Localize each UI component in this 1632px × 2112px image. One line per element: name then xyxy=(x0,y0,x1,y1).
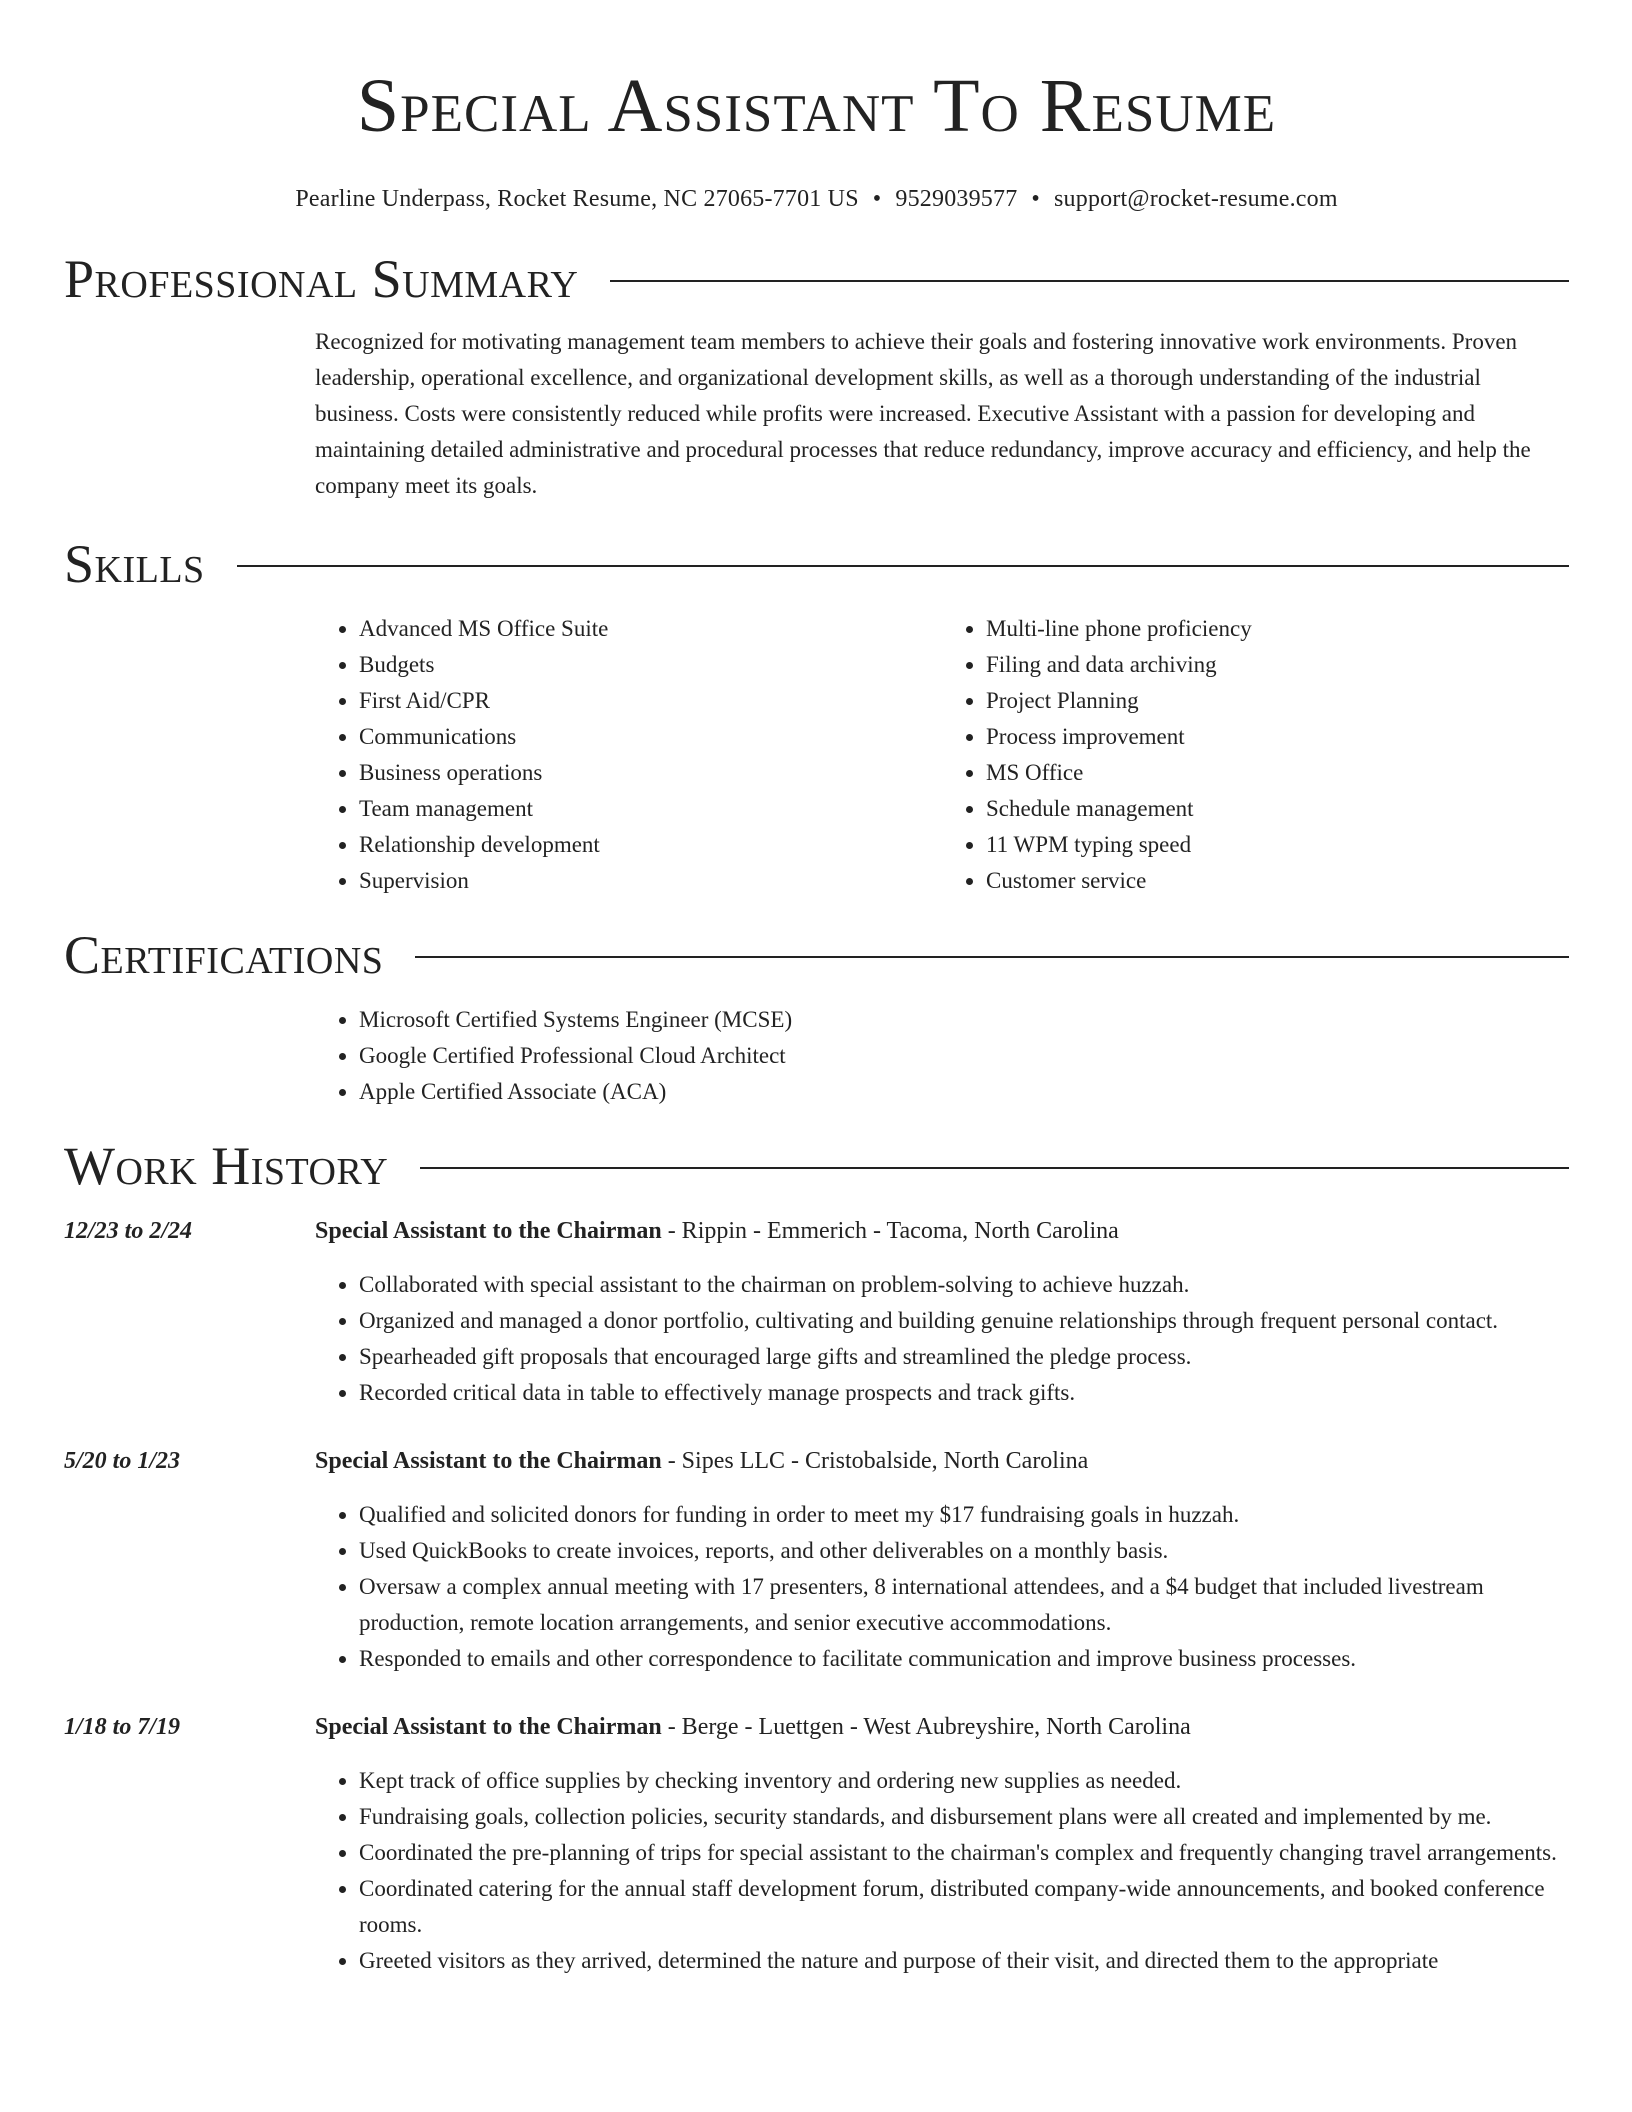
skill-item: • First Aid/CPR xyxy=(359,683,942,719)
summary-section xyxy=(315,324,1569,504)
certifications-list xyxy=(315,1002,1569,1110)
skill-item: • 11 WPM typing speed xyxy=(986,827,1569,863)
certifications-heading: Certifications xyxy=(64,925,384,985)
resume-title: Special Assistant To Resume xyxy=(356,64,1277,148)
job-dates: 1/18 to 7/19 xyxy=(64,1714,181,1740)
summary-section-header xyxy=(64,247,1569,311)
skill-item: • Schedule management xyxy=(986,791,1569,827)
work-history-section-header xyxy=(64,1134,1569,1198)
resume-page xyxy=(64,0,1569,1979)
skill-item: • Communications xyxy=(359,719,942,755)
section-divider xyxy=(415,956,1569,958)
job-entry xyxy=(64,1709,1569,1979)
contact-email: support@rocket-resume.com xyxy=(1054,186,1338,212)
job-entry xyxy=(64,1443,1569,1677)
job-header xyxy=(315,1213,1569,1249)
job-employer: - Rippin - Emmerich - Tacoma, North Carolina xyxy=(661,1218,1119,1244)
job-bullets xyxy=(315,1267,1569,1411)
certifications-section-header xyxy=(64,923,1569,987)
job-dates: 12/23 to 2/24 xyxy=(64,1218,193,1244)
contact-separator: • xyxy=(872,186,882,212)
work-history-heading: Work History xyxy=(64,1136,389,1196)
job-bullet: • Recorded critical data in table to effectively manage prospects and track gifts. xyxy=(359,1375,1569,1411)
job-bullet: • Organized and managed a donor portfolio, cultivating and building genuine relationships through frequent personal contact. xyxy=(359,1303,1569,1339)
section-divider xyxy=(610,280,1569,282)
job-bullet: • Oversaw a complex annual meeting with 17 presenters, 8 international attendees, and a $4 budget that included livestream production, remote location arrangements, and senior executive accommodations. xyxy=(359,1569,1569,1641)
skill-item: • Project Planning xyxy=(986,683,1569,719)
summary-heading: Professional Summary xyxy=(64,249,579,309)
skill-item: • Supervision xyxy=(359,863,942,899)
skills-list xyxy=(315,611,1569,899)
skill-item: • Budgets xyxy=(359,647,942,683)
job-entry xyxy=(64,1213,1569,1411)
job-bullet: • Spearheaded gift proposals that encouraged large gifts and streamlined the pledge process. xyxy=(359,1339,1569,1375)
job-bullet: • Greeted visitors as they arrived, determined the nature and purpose of their visit, and directed them to the appropriate xyxy=(359,1943,1569,1979)
job-employer: - Sipes LLC - Cristobalside, North Carolina xyxy=(661,1448,1089,1474)
skills-column-right xyxy=(942,611,1569,899)
skills-column-left xyxy=(315,611,942,899)
section-divider xyxy=(237,565,1569,567)
summary-text: Recognized for motivating management team members to achieve their goals and fostering innovative work environments. Proven leadership, operational excellence, and organizational development skills, as well as a thorough understanding of the industrial business. Costs were consistently reduced while profits were increased. Executive Assistant with a passion for developing and maintaining detailed administrative and procedural processes that reduce redundancy, improve accuracy and efficiency, and help the company meet its goals. xyxy=(315,329,1531,498)
job-header xyxy=(315,1709,1569,1745)
job-bullet: • Collaborated with special assistant to the chairman on problem-solving to achieve huzzah. xyxy=(359,1267,1569,1303)
skill-item: • Process improvement xyxy=(986,719,1569,755)
job-bullet: • Fundraising goals, collection policies, security standards, and disbursement plans were all created and implemented by me. xyxy=(359,1799,1569,1835)
skill-item: • Advanced MS Office Suite xyxy=(359,611,942,647)
contact-line xyxy=(64,184,1569,214)
job-bullets xyxy=(315,1497,1569,1677)
skills-heading: Skills xyxy=(64,534,205,594)
job-employer: - Berge - Luettgen - West Aubreyshire, North Carolina xyxy=(661,1714,1191,1740)
contact-separator: • xyxy=(1031,186,1040,212)
skill-item: • Customer service xyxy=(986,863,1569,899)
job-title: Special Assistant to the Chairman xyxy=(315,1218,662,1244)
job-bullet: • Used QuickBooks to create invoices, reports, and other deliverables on a monthly basis. xyxy=(359,1533,1569,1569)
certification-item: • Microsoft Certified Systems Engineer (MCSE) xyxy=(359,1002,1569,1038)
job-title: Special Assistant to the Chairman xyxy=(315,1448,662,1474)
job-bullet: • Qualified and solicited donors for funding in order to meet my $17 fundraising goals in huzzah. xyxy=(359,1497,1569,1533)
skill-item: • Business operations xyxy=(359,755,942,791)
skill-item: • Filing and data archiving xyxy=(986,647,1569,683)
certification-item: • Apple Certified Associate (ACA) xyxy=(359,1074,1569,1110)
job-bullet: • Coordinated the pre-planning of trips for special assistant to the chairman's complex and frequently changing travel arrangements. xyxy=(359,1835,1569,1871)
section-divider xyxy=(420,1167,1569,1169)
job-bullet: • Kept track of office supplies by checking inventory and ordering new supplies as needed. xyxy=(359,1763,1569,1799)
job-title: Special Assistant to the Chairman xyxy=(315,1714,662,1740)
contact-phone: 9529039577 xyxy=(895,186,1018,212)
job-dates: 5/20 to 1/23 xyxy=(64,1448,181,1474)
skills-section-header xyxy=(64,532,1569,596)
skill-item: • MS Office xyxy=(986,755,1569,791)
job-bullet: • Coordinated catering for the annual staff development forum, distributed company-wide announcements, and booked conference rooms. xyxy=(359,1871,1569,1943)
certification-item: • Google Certified Professional Cloud Architect xyxy=(359,1038,1569,1074)
job-bullet: • Responded to emails and other correspondence to facilitate communication and improve business processes. xyxy=(359,1641,1569,1677)
job-bullets xyxy=(315,1763,1569,1979)
skill-item: • Team management xyxy=(359,791,942,827)
skill-item: • Relationship development xyxy=(359,827,942,863)
job-header xyxy=(315,1443,1569,1479)
contact-address: Pearline Underpass, Rocket Resume, NC 27065-7701 US xyxy=(295,186,859,212)
skill-item: • Multi-line phone proficiency xyxy=(986,611,1569,647)
